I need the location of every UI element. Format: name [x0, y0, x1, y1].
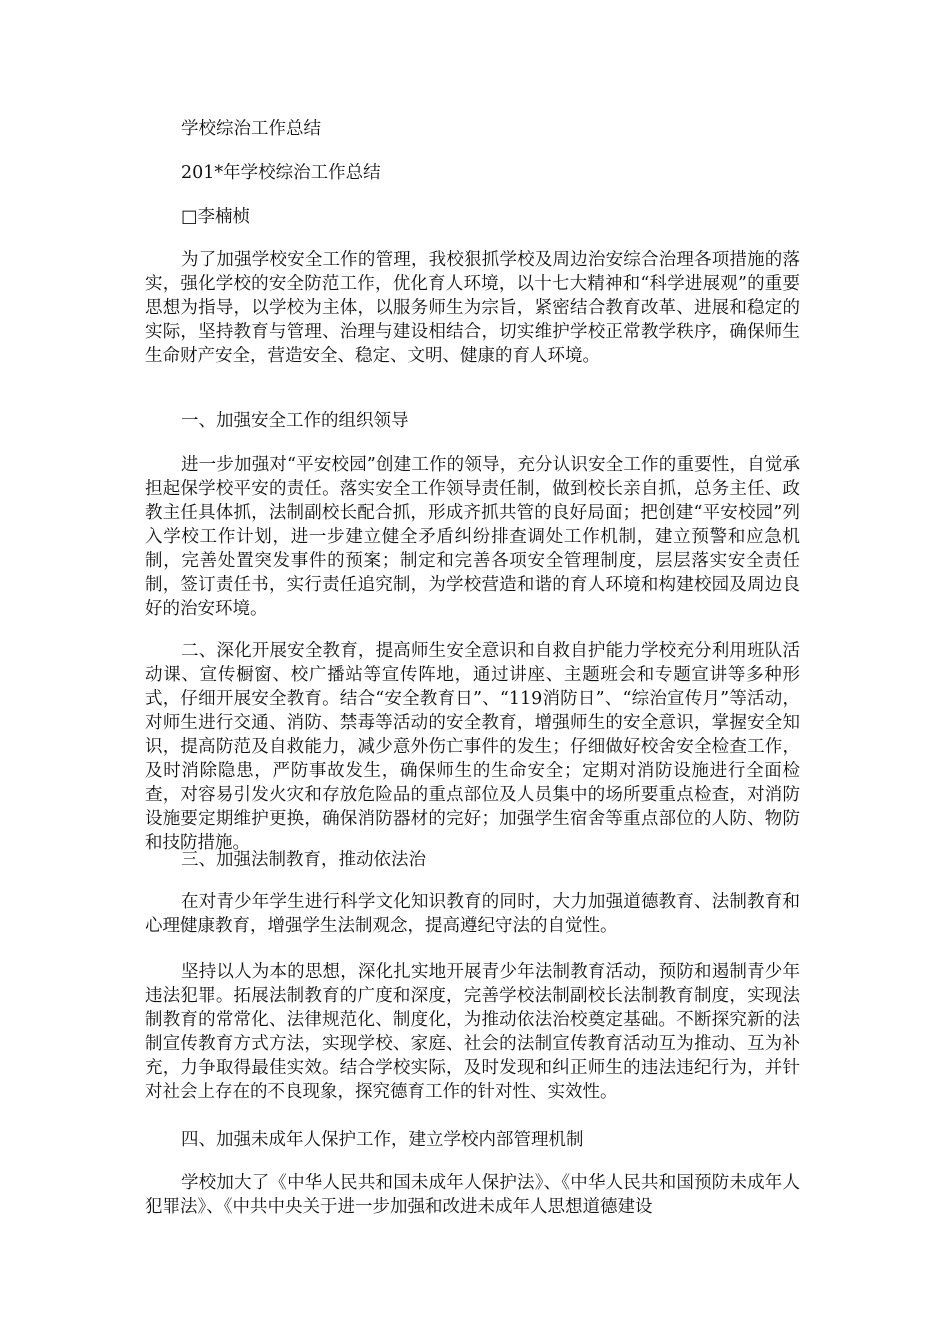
document-title: 学校综治工作总结 — [181, 119, 321, 139]
intro-paragraph: 为了加强学校安全工作的管理，我校狠抓学校及周边治安综合治理各项措施的落实，强化学校的安全防范工作，优化育人环境，以十七大精神和“科学进展观”的重要思想为指导，以学校为主体，以服务师生为宗旨，紧密结合教育改革、进展和稳定的实际，坚持教育与管理、治理与建设相结合，切实维护学校正常教学秩序，确保师生生命财产安全，营造安全、稳定、文明、健康的育人环境。 — [145, 250, 800, 366]
document-author: □李楠桢 — [181, 207, 251, 227]
section4-heading: 四、加强未成年人保护工作，建立学校内部管理机制 — [181, 1130, 584, 1150]
section2-paragraph: 二、深化开展安全教育，提高师生安全意识和自救自护能力学校充分利用班队活动课、宣传橱窗、校广播站等宣传阵地，通过讲座、主题班会和专题宣讲等多种形式，仔细开展安全教育。结合“安全教育日”、“119消防日”、“综治宣传月”等活动，对师生进行交通、消防、禁毒等活动的安全教育，增强师生的安全意识，掌握安全知识，提高防范及自救能力，减少意外伤亡事件的发生；仔细做好校舍安全检查工作，及时消除隐患，严防事故发生，确保师生的生命安全；定期对消防设施进行全面检查，对容易引发火灾和存放危险品的重点部位及人员集中的场所要重点检查，对消防设施要定期维护更换，确保消防器材的完好；加强学生宿舍等重点部位的人防、物防和技防措施。 — [145, 641, 800, 853]
section3-heading: 三、加强法制教育，推动依法治 — [181, 850, 426, 870]
section3-paragraph-2: 坚持以人为本的思想，深化扎实地开展青少年法制教育活动，预防和遏制青少年违法犯罪。拓展法制教育的广度和深度，完善学校法制副校长法制教育制度，实现法制教育的常常化、法律规范化、制度化，为推动依法治校奠定基础。不断探究新的法制宣传教育方式方法，实现学校、家庭、社会的法制宣传教育活动互为推动、互为补充，力争取得最佳实效。结合学校实际，及时发现和纠正师生的违法违纪行为，并针对社会上存在的不良现象，探究德育工作的针对性、实效性。 — [145, 962, 800, 1102]
section4-paragraph: 学校加大了《中华人民共和国未成年人保护法》、《中华人民共和国预防未成年人犯罪法》、《中共中央关于进一步加强和改进未成年人思想道德建设 — [145, 1173, 800, 1217]
section1-paragraph: 进一步加强对“平安校园”创建工作的领导，充分认识安全工作的重要性，自觉承担起保学校平安的责任。落实安全工作领导责任制，做到校长亲自抓，总务主任、政教主任具体抓，法制副校长配合抓，形成齐抓共管的良好局面；把创建“平安校园”列入学校工作计划，进一步建立健全矛盾纠纷排查调处工作机制，建立预警和应急机制，完善处置突发事件的预案；制定和完善各项安全管理制度，层层落实安全责任制，签订责任书，实行责任追究制，为学校营造和谐的育人环境和构建校园及周边良好的治安环境。 — [145, 455, 800, 619]
document-subtitle: 201*年学校综治工作总结 — [181, 163, 381, 183]
section1-heading: 一、加强安全工作的组织领导 — [181, 411, 409, 431]
section3-paragraph-1: 在对青少年学生进行科学文化知识教育的同时，大力加强道德教育、法制教育和心理健康教育，增强学生法制观念，提高遵纪守法的自觉性。 — [145, 892, 800, 936]
